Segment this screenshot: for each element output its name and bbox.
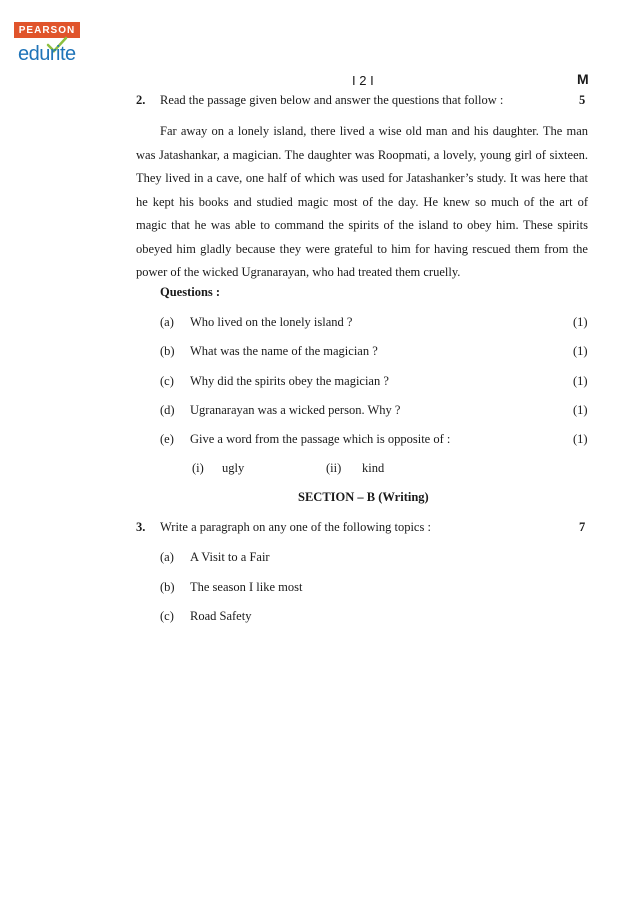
question-e-text: Give a word from the passage which is opposite of :	[190, 432, 451, 446]
question-3-instruction: Write a paragraph on any one of the following topics :	[160, 520, 431, 534]
sub-item-ii-word: kind	[362, 461, 385, 475]
question-a-marks: (1)	[573, 315, 588, 329]
option-b-text: The season I like most	[190, 580, 303, 594]
option-a-text: A Visit to a Fair	[190, 550, 270, 564]
question-2-instruction: Read the passage given below and answer the questions that follow :	[160, 93, 504, 107]
questions-heading: Questions :	[160, 285, 221, 299]
question-3-marks: 7	[579, 520, 586, 534]
reading-passage: Far away on a lonely island, there lived a wise old man and his daughter. The man was Jatashankar, a magician. The daughter was Roopmati, a lovely, young girl of sixteen. They lived in a cave, one half of which was used for Jatashanker’s study. It was here that he kept his books and studied magic most of the day. He knew so much of the art of magic that he was able to command the spirits of the island to obey him. These spirits obeyed him gladly because they were grateful to him for having rescued them from the power of the wicked Ugranarayan, who had treated them cruelly.	[136, 124, 588, 279]
question-b-label: (b)	[160, 344, 175, 358]
question-c-text: Why did the spirits obey the magician ?	[190, 374, 389, 388]
edurite-logo: edurite	[18, 43, 76, 65]
set-code: M	[577, 71, 589, 87]
question-e-label: (e)	[160, 432, 174, 446]
question-d-marks: (1)	[573, 403, 588, 417]
option-c-label: (c)	[160, 609, 174, 623]
page-number: I 2 I	[352, 73, 374, 88]
option-a-label: (a)	[160, 550, 174, 564]
question-b-text: What was the name of the magician ?	[190, 344, 378, 358]
sub-item-i-label: (i)	[192, 461, 204, 475]
question-2-number: 2.	[136, 93, 146, 107]
question-2-marks: 5	[579, 93, 586, 107]
question-3-number: 3.	[136, 520, 146, 534]
pearson-logo-badge: PEARSON	[14, 22, 80, 38]
option-b-label: (b)	[160, 580, 175, 594]
question-c-marks: (1)	[573, 374, 588, 388]
question-a-label: (a)	[160, 315, 174, 329]
section-b-title: SECTION – B (Writing)	[298, 490, 429, 504]
question-d-label: (d)	[160, 403, 175, 417]
sub-item-ii-label: (ii)	[326, 461, 342, 475]
question-d-text: Ugranarayan was a wicked person. Why ?	[190, 403, 401, 417]
sub-item-i-word: ugly	[222, 461, 245, 475]
question-a-text: Who lived on the lonely island ?	[190, 315, 353, 329]
option-c-text: Road Safety	[190, 609, 252, 623]
question-c-label: (c)	[160, 374, 174, 388]
question-b-marks: (1)	[573, 344, 588, 358]
question-e-marks: (1)	[573, 432, 588, 446]
